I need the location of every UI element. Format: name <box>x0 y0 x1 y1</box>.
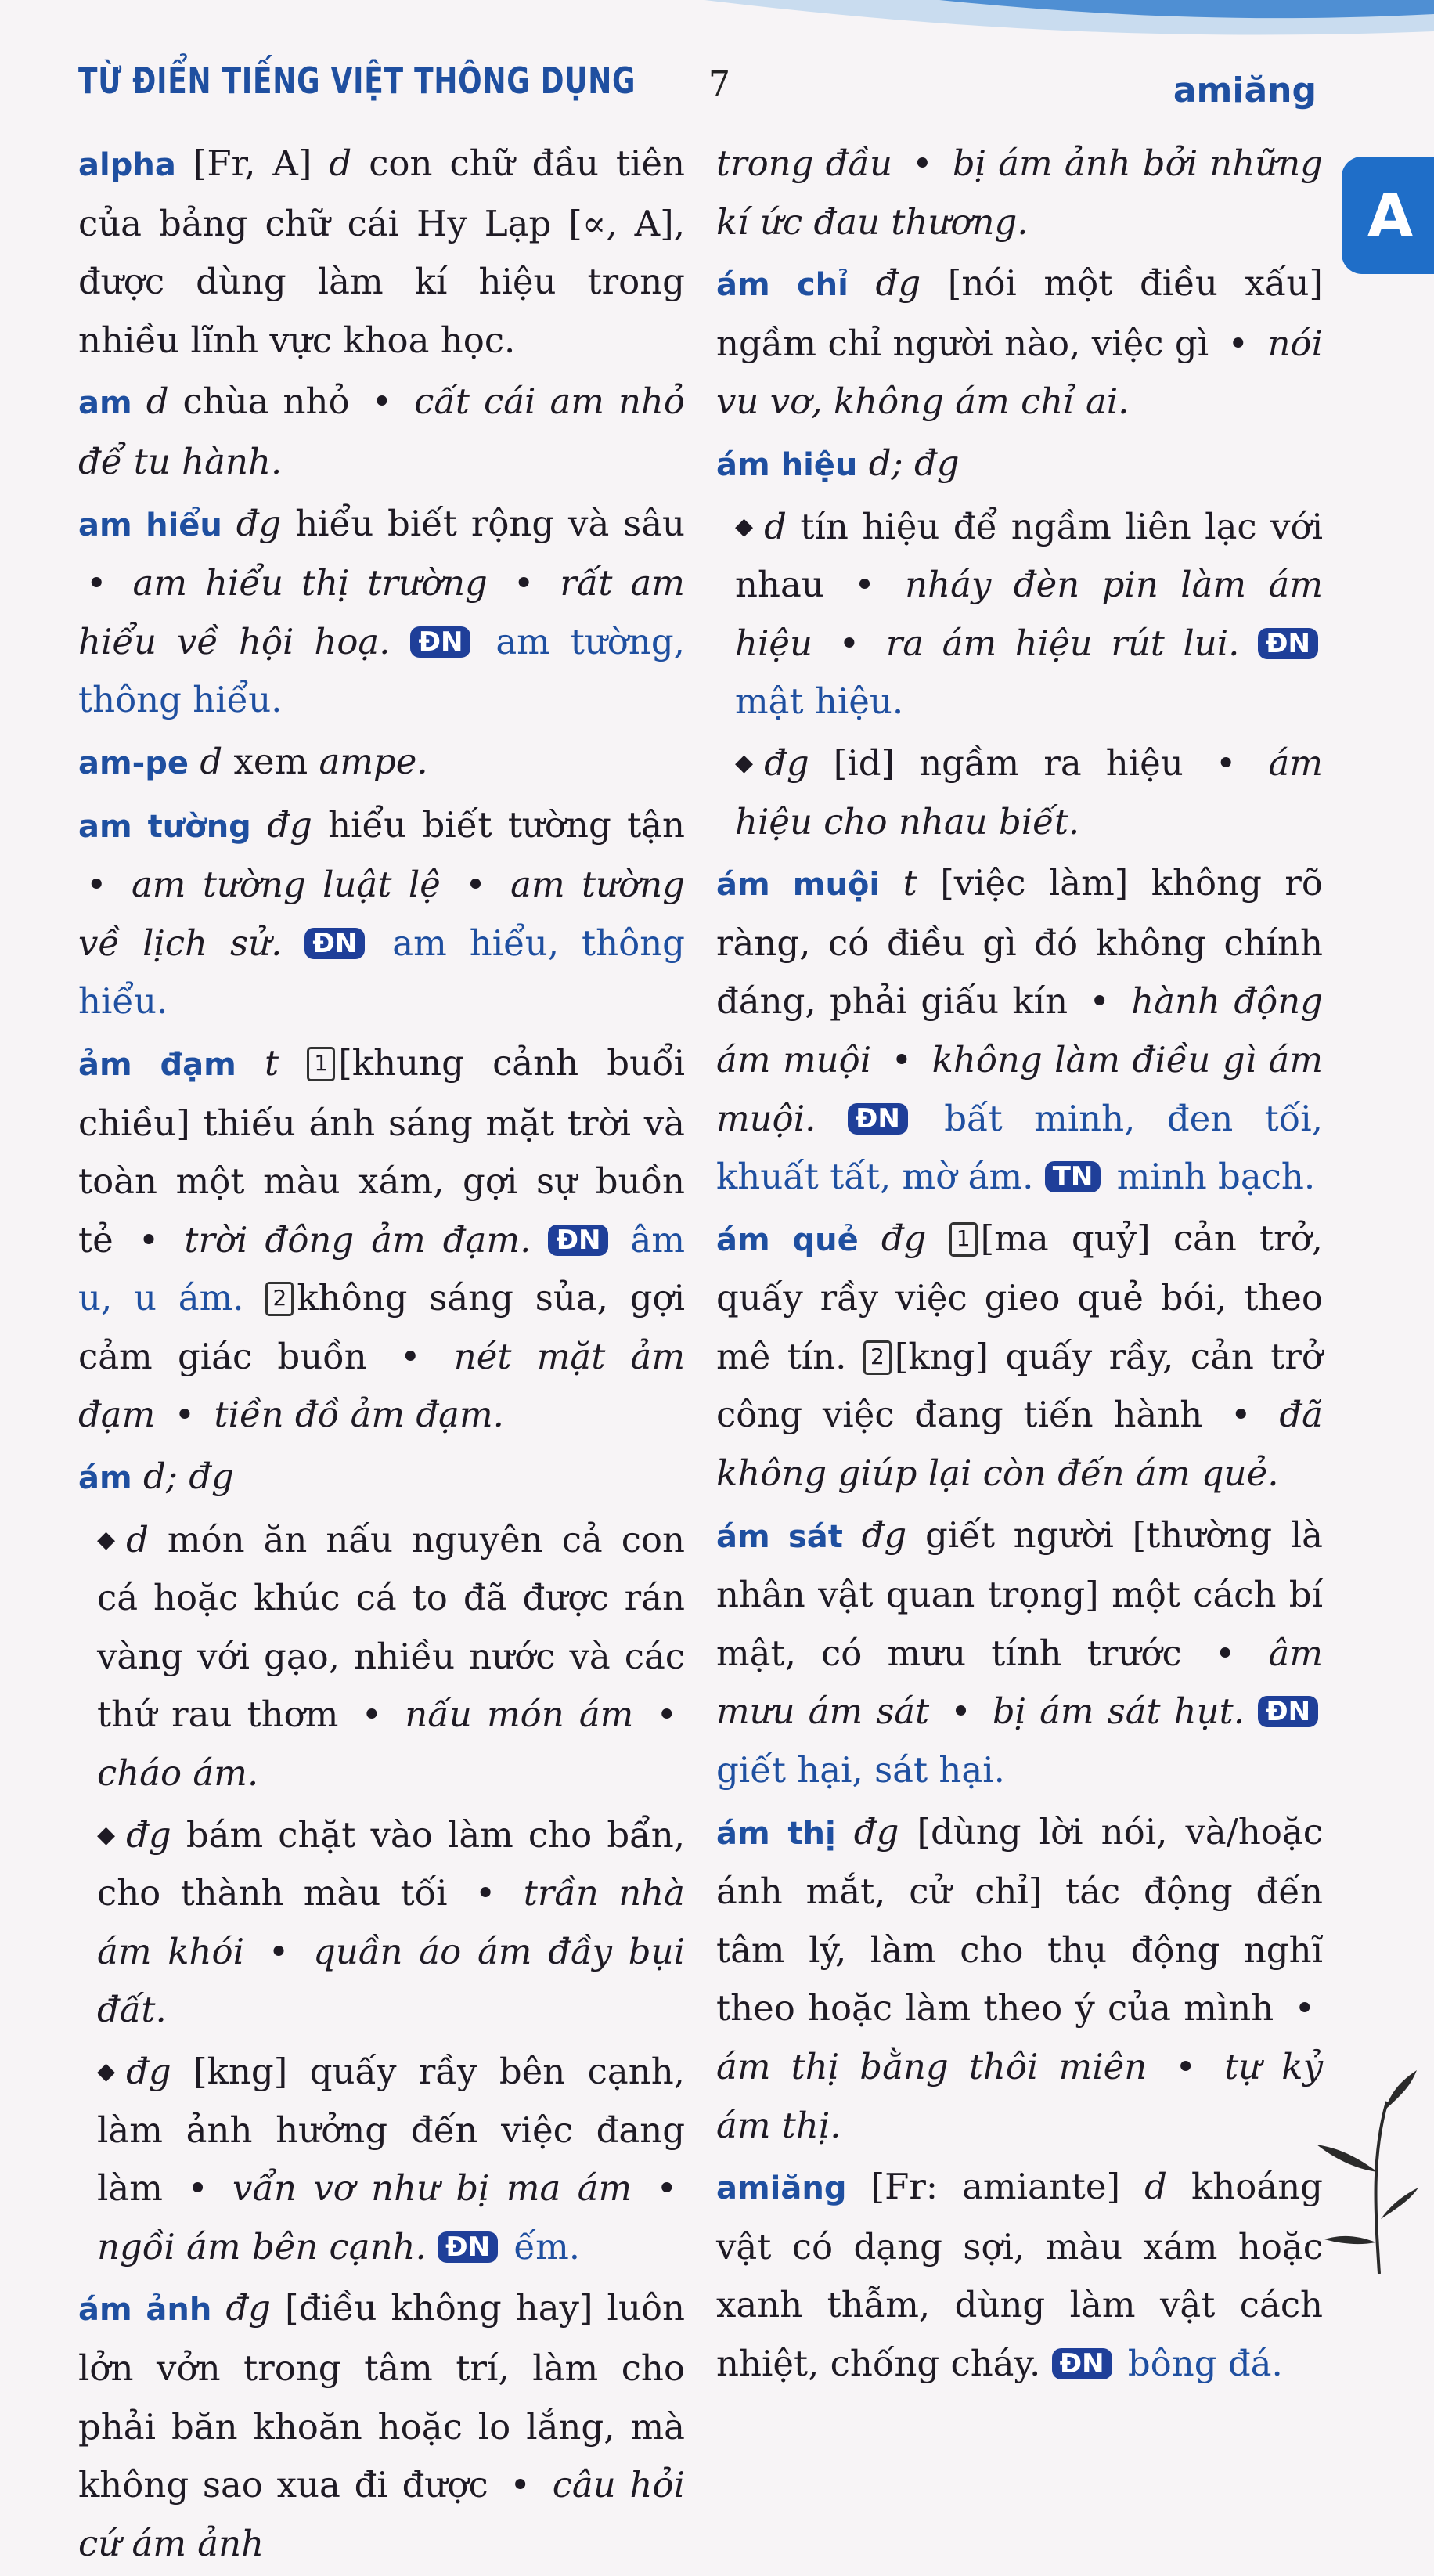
bullet-icon: • <box>1215 741 1237 784</box>
bullet-icon: • <box>361 1694 383 1736</box>
headword: alpha <box>78 147 176 183</box>
right-column <box>716 135 1323 2397</box>
entry-am-chi: ám chỉ đg [nói một điều xấu] ngầm chỉ người nào, việc gì • nói vu vơ, không ám chỉ ai. <box>716 262 1323 423</box>
bullet-icon: • <box>1089 980 1110 1023</box>
bullet-icon: • <box>656 1694 678 1736</box>
sense-block: ◆ d món ăn nấu nguyên cả con cá hoặc khúc cá to đã được rán vàng với gạo, nhiều nước và các thứ rau thơm • nấu món ám • cháo ám. <box>78 1511 685 1803</box>
bullet-icon: • <box>1294 1987 1315 2029</box>
sense-block: ◆ đg bám chặt vào làm cho bẩn, cho thành màu tối • trần nhà ám khói • quần áo ám đầy bụi đất. <box>78 1806 685 2040</box>
headword: ám sát <box>716 1518 843 1555</box>
synonym-badge: ĐN <box>1258 1696 1318 1727</box>
bullet-icon: • <box>187 2167 208 2210</box>
page-number: 7 <box>708 64 730 104</box>
diamond-icon: ◆ <box>97 2058 116 2085</box>
bullet-icon: • <box>465 864 486 906</box>
entry-am-hieu: am hiểu đg hiểu biết rộng và sâu • am hiểu thị trường • rất am hiểu về hội hoạ. ĐN am tường, thông hiểu. <box>78 502 686 721</box>
headword: ảm đạm <box>78 1046 236 1083</box>
headword: ám thị <box>716 1815 836 1852</box>
bullet-icon: • <box>513 562 535 604</box>
diamond-icon: ◆ <box>97 1820 116 1849</box>
synonym-badge: ĐN <box>1258 628 1318 659</box>
bullet-icon: • <box>474 1872 496 1914</box>
diamond-icon: ◆ <box>735 512 754 540</box>
entry-am-muoi: ám muội t [việc làm] không rõ ràng, có điều gì đó không chính đáng, phải giấu kín • hành động ám muội • không làm điều gì ám muội. ĐN bất minh, đen tối, khuất tất, mờ ám. TN minh bạch. <box>716 862 1324 1198</box>
bullet-icon: • <box>656 2167 677 2210</box>
entry-am-pe: am-pe d xem ampe. <box>78 740 428 782</box>
synonym-badge: ĐN <box>848 1103 908 1135</box>
headword: ám ảnh <box>78 2292 212 2329</box>
sense-block: ◆ d tín hiệu để ngầm liên lạc với nhau • nháy đèn pin làm ám hiệu • ra ám hiệu rút lui. ĐN mật hiệu. <box>716 498 1323 731</box>
sense-number-2: 2 <box>265 1282 294 1316</box>
bullet-icon: • <box>399 1335 421 1377</box>
synonym-badge: ĐN <box>410 626 470 658</box>
entry-am-anh: ám ảnh đg [điều không hay] luôn lởn vởn trong tâm trí, làm cho phải băn khoăn hoặc lo lắng, mà không sao xua đi được • câu hỏi cứ ám ảnh <box>78 2287 685 2564</box>
headword: ám quẻ <box>716 1221 859 1258</box>
synonym-badge: ĐN <box>548 1225 608 1256</box>
bullet-icon: • <box>174 1394 196 1436</box>
entry-amiang: amiăng [Fr: amiante] d khoáng vật có dạng sợi, màu xám hoặc xanh thẫm, dùng làm vật cách nhiệt, chống cháy. ĐN bông đá. <box>716 2166 1323 2384</box>
bullet-icon: • <box>371 381 393 423</box>
bullet-icon: • <box>268 1930 290 1972</box>
entry-am-anh-continued: trong đầu • bị ám ảnh bởi những kí ức đau thương. <box>716 135 1323 251</box>
headword: ám muội <box>716 867 881 904</box>
bullet-icon: • <box>1214 1632 1236 1674</box>
headword: ám hiệu <box>716 446 858 483</box>
entry-alpha: alpha [Fr, A] d con chữ đầu tiên của bảng chữ cái Hy Lạp [∝, A], được dùng làm kí hiệu trong nhiều lĩnh vực khoa học. <box>78 143 685 361</box>
bullet-icon: • <box>854 564 875 606</box>
section-tab-label: A <box>1367 180 1414 251</box>
sense-block: ◆ đg [kng] quấy rầy bên cạnh, làm ảnh hưởng đến việc đang làm • vẩn vơ như bị ma ám • ngồi ám bên cạnh. ĐN ếm. <box>78 2043 685 2276</box>
entry-am-tuong: am tường đg hiểu biết tường tận • am tường luật lệ • am tường về lịch sử. ĐN am hiểu, thông hiểu. <box>78 803 685 1023</box>
headword: ám <box>78 1460 132 1497</box>
headword: am <box>78 385 132 422</box>
entry-am-que: ám quẻ đg 1 [ma quỷ] cản trở, quấy rầy việc gieo quẻ bói, theo mê tín. 2 [kng] quấy rầy, cản trở công việc đang tiến hành • đã không giúp lại còn đến ám quẻ. <box>716 1217 1323 1495</box>
entry-am-thi: ám thị đg [dùng lời nói, và/hoặc ánh mắt, cử chỉ] tác động đến tâm lý, làm cho thụ động nghĩ theo hoặc làm theo ý của mình • ám thị bằng thôi miên • tự kỷ ám thị. <box>716 1810 1323 2146</box>
synonym-badge: ĐN <box>1052 2348 1112 2379</box>
guide-word: amiăng <box>1173 70 1317 110</box>
antonym-badge: TN <box>1045 1161 1101 1192</box>
left-column <box>78 135 685 2576</box>
entry-am: am d chùa nhỏ • cất cái am nhỏ để tu hành. <box>78 373 685 491</box>
bullet-icon: • <box>950 1690 971 1733</box>
headword: am-pe <box>78 745 189 781</box>
bullet-icon: • <box>838 622 860 664</box>
bullet-icon: • <box>1175 2046 1196 2087</box>
page-header <box>0 0 1434 149</box>
sense-block: ◆ đg [id] ngầm ra hiệu • ám hiệu cho nhau biết. <box>716 734 1323 851</box>
headword: amiăng <box>716 2170 847 2207</box>
headword: am hiểu <box>78 507 222 543</box>
synonym-badge: ĐN <box>304 928 365 959</box>
section-tab[interactable] <box>1342 157 1434 274</box>
book-title: TỪ ĐIỂN TIẾNG VIỆT THÔNG DỤNG <box>78 60 636 102</box>
diamond-icon: ◆ <box>97 1525 116 1553</box>
entry-am-sat: ám sát đg giết người [thường là nhân vật quan trọng] một cách bí mật, có mưu tính trước • âm mưu ám sát • bị ám sát hụt. ĐN giết hại, sát hại. <box>716 1513 1323 1791</box>
bullet-icon: • <box>138 1218 160 1261</box>
headword: ám chỉ <box>716 267 849 304</box>
bullet-icon: • <box>1230 1394 1252 1436</box>
bullet-icon: • <box>510 2464 531 2506</box>
bullet-icon: • <box>891 1038 913 1081</box>
sense-number-1: 1 <box>307 1047 335 1081</box>
entry-am-dam: ảm đạm t 1 [khung cảnh buổi chiều] thiếu ánh sáng mặt trời và toàn một màu xám, gợi sự buồn tẻ • trời đông ảm đạm. ĐN âm u, u ám. 2 không sáng sủa, gợi cảm giác buồn • nét mặt ảm đạm • tiền đồ ảm đạm. <box>78 1034 685 1445</box>
bullet-icon: • <box>912 143 933 184</box>
sense-number-2: 2 <box>863 1340 892 1375</box>
entry-am-sac: ám d; đg <box>78 1456 234 1498</box>
bullet-icon: • <box>86 864 107 906</box>
sense-number-1: 1 <box>949 1222 978 1257</box>
headword: am tường <box>78 808 251 845</box>
bullet-icon: • <box>1227 322 1249 364</box>
bullet-icon: • <box>86 562 107 604</box>
diamond-icon: ◆ <box>735 749 754 777</box>
synonym-badge: ĐN <box>438 2231 498 2263</box>
entry-am-hieu-signal: ám hiệu d; đg <box>716 442 960 484</box>
bamboo-leaf-decoration <box>1285 2039 1418 2274</box>
